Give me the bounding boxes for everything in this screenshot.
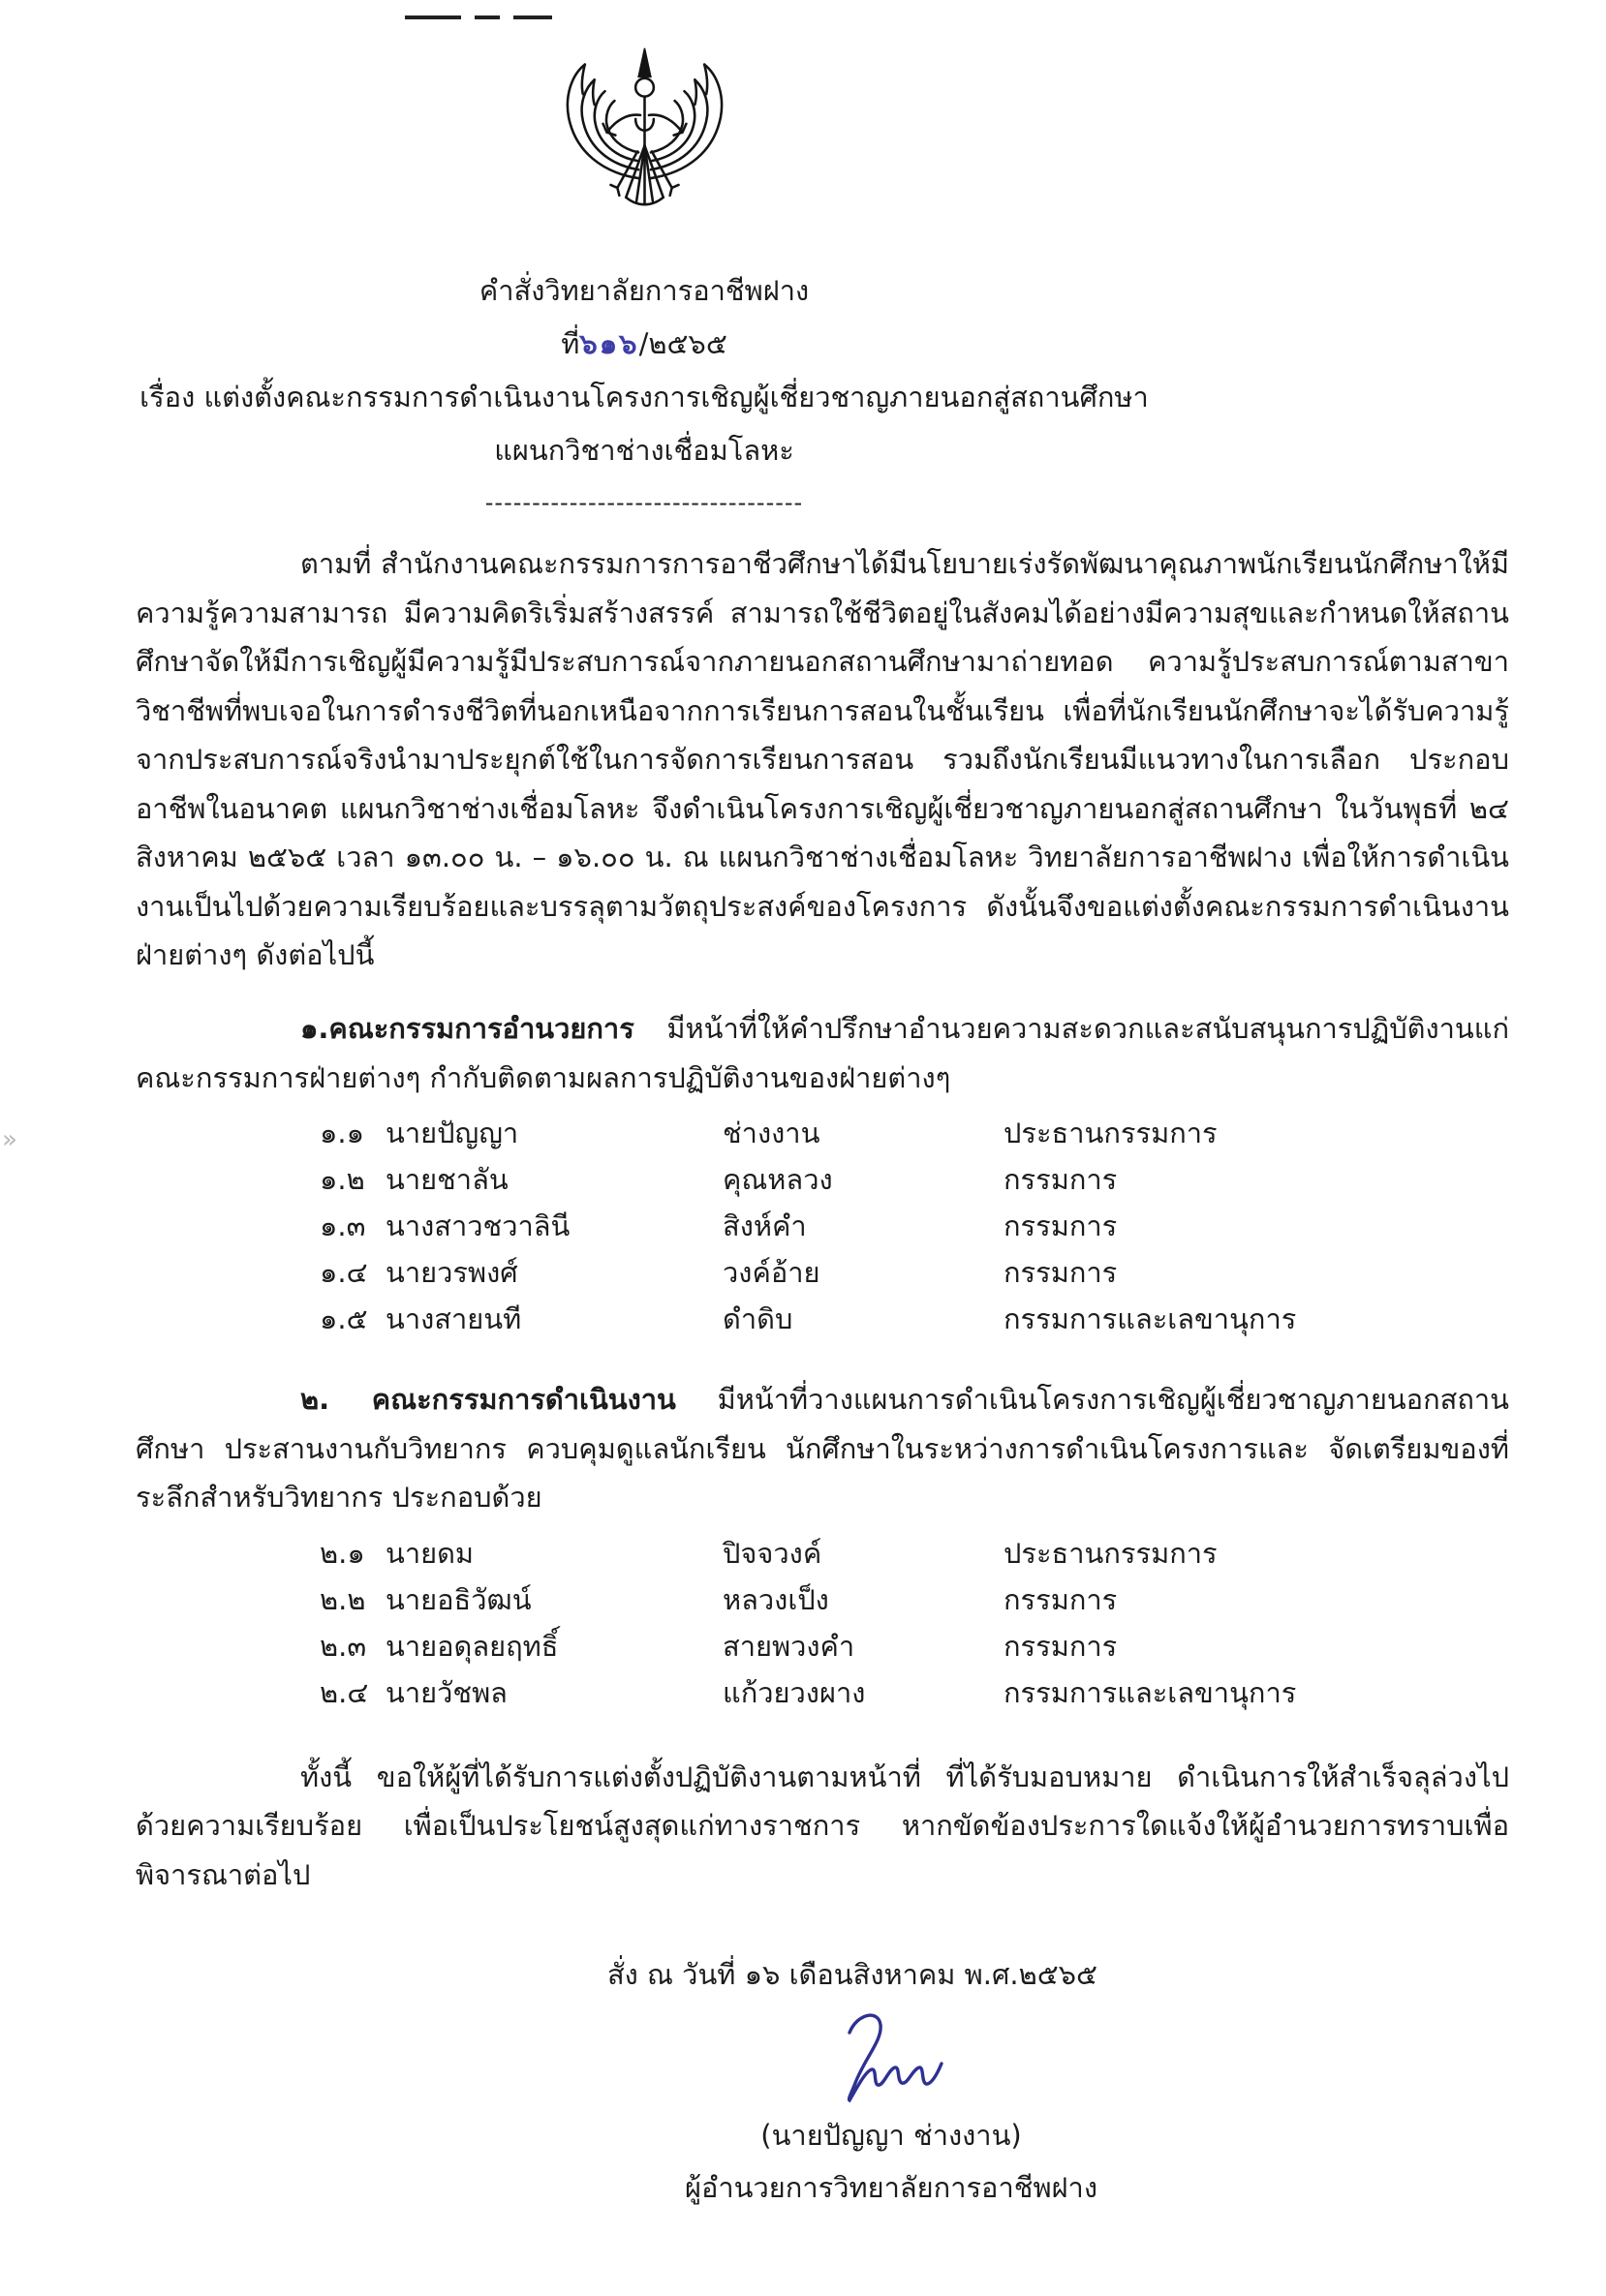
member-no: ๑.๓ <box>320 1209 366 1243</box>
garuda-emblem <box>0 0 1288 264</box>
member-no: ๒.๓ <box>320 1629 367 1663</box>
scan-artifact-left: » <box>2 1125 17 1154</box>
member-name: นายวัชพล <box>386 1675 508 1709</box>
member-name: นายชาลัน <box>386 1163 509 1197</box>
member-row <box>320 1249 1509 1296</box>
intro-paragraph: ตามที่ สำนักงานคณะกรรมการการอาชีวศึกษาได้มีนโยบายเร่งรัดพัฒนาคุณภาพนักเรียนนักศึกษาให้มีความรู้ความสามารถ มีความคิดริเริ่มสร้างสรรค์ สามารถใช้ชีวิตอยู่ในสังคมได้อย่างมีความสุขและกำหนดให้สถานศึกษาจัดให้มีการเชิญผู้มีความรู้มีประสบการณ์จากภายนอกสถานศึกษามาถ่ายทอด ความรู้ประสบการณ์ตามสาขาวิชาชีพที่พบเจอในการดำรงชีวิตที่นอกเหนือจากการเรียนการสอนในชั้นเรียน เพื่อที่นักเรียนนักศึกษาจะได้รับความรู้จากประสบการณ์จริงนำมาประยุกต์ใช้ในการจัดการเรียนการสอน รวมถึงนักเรียนมีแนวทางในการเลือก ประกอบอาชีพในอนาคต แผนกวิชาช่างเชื่อมโลหะ จึงดำเนินโครงการเชิญผู้เชี่ยวชาญภายนอกสู่สถานศึกษา ในวันพุธที่ ๒๔ สิงหาคม ๒๕๖๕ เวลา ๑๓.๐๐ น. – ๑๖.๐๐ น. ณ แผนกวิชาช่างเชื่อมโลหะ วิทยาลัยการอาชีพฝาง เพื่อให้การดำเนินงานเป็นไปด้วยความเรียบร้อยและบรรลุตามวัตถุประสงค์ของโครงการ ดังนั้นจึงขอแต่งตั้งคณะกรรมการดำเนินงานฝ่ายต่างๆ ดังต่อไปนี้ <box>136 547 1509 971</box>
member-name: นายดม <box>386 1536 475 1570</box>
member-no: ๑.๕ <box>320 1302 368 1336</box>
signature-handwriting <box>571 2004 1211 2104</box>
document-number-line <box>0 318 1288 371</box>
member-row <box>320 1203 1509 1249</box>
member-surname: แก้วยวงผาง <box>723 1675 866 1709</box>
member-name: นางสายนที <box>386 1302 522 1336</box>
member-no: ๑.๒ <box>320 1163 365 1197</box>
member-name: นายปัญญา <box>386 1117 519 1150</box>
member-no: ๑.๔ <box>320 1256 368 1290</box>
member-surname: วงค์อ้าย <box>723 1256 820 1290</box>
member-surname: ปิจจวงค์ <box>723 1536 822 1570</box>
member-no: ๒.๒ <box>320 1582 366 1616</box>
member-surname: คุณหลวง <box>723 1163 833 1197</box>
member-surname: สายพวงคำ <box>723 1629 855 1663</box>
member-role: กรรมการ <box>1004 1582 1118 1616</box>
section-1-heading <box>136 1004 1509 1102</box>
member-role: กรรมการ <box>1004 1629 1118 1663</box>
member-row <box>320 1296 1509 1342</box>
dashed-divider: ---------------------------------- <box>484 489 804 517</box>
member-name: นายวรพงศ์ <box>386 1256 518 1290</box>
document-department: แผนกวิชาช่างเชื่อมโลหะ <box>494 434 794 468</box>
section-2-description: มีหน้าที่วางแผนการดำเนินโครงการเชิญผู้เชี่ยวชาญภายนอกสถานศึกษา ประสานงานกับวิทยากร ควบคุมดูแลนักเรียน นักศึกษาในระหว่างการดำเนินโครงการและ จัดเตรียมของที่ระลึกสำหรับวิทยากร ประกอบด้วย <box>136 1383 1509 1515</box>
member-row <box>320 1110 1509 1156</box>
member-surname: ดำดิบ <box>723 1302 793 1336</box>
document-title: คำสั่งวิทยาลัยการอาชีพฝาง <box>479 274 810 307</box>
member-name: นางสาวชวาลินี <box>386 1209 571 1243</box>
document-subject: เรื่อง แต่งตั้งคณะกรรมการดำเนินงานโครงการเชิญผู้เชี่ยวชาญภายนอกสู่สถานศึกษา <box>139 381 1149 414</box>
signature-handwriting-icon <box>799 2004 983 2104</box>
number-prefix: ที่ <box>561 327 580 361</box>
member-role: กรรมการและเลขานุการ <box>1004 1675 1297 1709</box>
member-no: ๒.๑ <box>320 1536 365 1570</box>
member-role: กรรมการ <box>1004 1163 1118 1197</box>
member-role: กรรมการและเลขานุการ <box>1004 1302 1297 1336</box>
member-name: นายอดุลยฤทธิ์ <box>386 1629 559 1663</box>
member-surname: หลวงเป็ง <box>723 1582 829 1616</box>
section-1-title: ๑.คณะกรรมการอำนวยการ <box>300 1012 634 1046</box>
member-role: กรรมการ <box>1004 1256 1118 1290</box>
document-body <box>0 539 1606 1899</box>
garuda-emblem-icon <box>545 33 744 258</box>
order-date-line: สั่ง ณ วันที่ ๑๖ เดือนสิงหาคม พ.ศ.๒๕๖๕ <box>606 1958 1098 1992</box>
signer-name: (นายปัญญา ช่างงาน) <box>760 2119 1022 2153</box>
number-suffix: /๒๕๖๕ <box>638 327 727 361</box>
section-1-description: มีหน้าที่ให้คำปรึกษาอำนวยความสะดวกและสนับสนุนการปฏิบัติงานแก่คณะกรรมการฝ่ายต่างๆ กำกับติดตามผลการปฏิบัติงานของฝ่ายต่างๆ <box>136 1012 1509 1094</box>
document-head <box>0 264 1288 517</box>
member-role: ประธานกรรมการ <box>1004 1536 1218 1570</box>
member-surname: ช่างงาน <box>723 1117 820 1150</box>
section-2-heading <box>136 1375 1509 1521</box>
section-2-members <box>320 1530 1509 1716</box>
member-row <box>320 1530 1509 1577</box>
document-number-handwritten: ๖๑๖ <box>579 327 639 361</box>
member-no: ๒.๔ <box>320 1675 369 1709</box>
signer-title: ผู้อำนวยการวิทยาลัยการอาชีพฝาง <box>684 2170 1097 2204</box>
member-role: ประธานกรรมการ <box>1004 1117 1218 1150</box>
member-surname: สิงห์คำ <box>723 1209 807 1243</box>
member-name: นายอธิวัฒน์ <box>386 1582 532 1616</box>
member-row <box>320 1156 1509 1203</box>
section-2-title: ๒. คณะกรรมการดำเนินงาน <box>300 1383 676 1417</box>
section-1-members <box>320 1110 1509 1342</box>
member-row <box>320 1577 1509 1623</box>
member-row <box>320 1623 1509 1669</box>
member-role: กรรมการ <box>1004 1209 1118 1243</box>
member-no: ๑.๑ <box>320 1117 365 1150</box>
closing-paragraph: ทั้งนี้ ขอให้ผู้ที่ได้รับการแต่งตั้งปฏิบัติงานตามหน้าที่ ที่ได้รับมอบหมาย ดำเนินการให้สำเร็จลุล่วงไปด้วยความเรียบร้อย เพื่อเป็นประโยชน์สูงสุดแก่ทางราชการ หากขัดข้องประการใดแจ้งให้ผู้อำนวยการทราบเพื่อพิจารณาต่อไป <box>136 1760 1509 1891</box>
scan-artifact-top <box>405 15 599 20</box>
member-row <box>320 1669 1509 1716</box>
signature-block <box>571 2004 1211 2214</box>
